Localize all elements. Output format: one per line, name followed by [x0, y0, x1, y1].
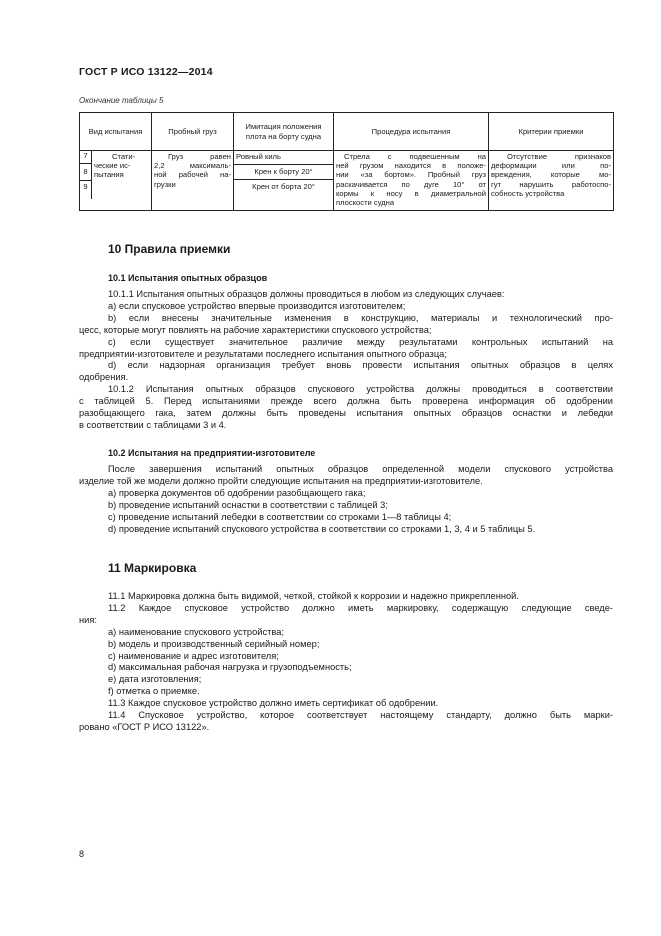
paragraph-line: d) если надзорная организация требует вновь провести испытания опытных образцов в целях — [108, 360, 613, 371]
paragraph-line: d) максимальная рабочая нагрузка и грузоподъемность; — [108, 662, 352, 673]
row-number: 8 — [80, 164, 91, 181]
paragraph-line: ровано «ГОСТ Р ИСО 13122». — [79, 721, 210, 732]
page-number: 8 — [79, 849, 85, 859]
paragraph-line: 11.2 Каждое спусковое устройство должно иметь маркировку, содержащую следующие сведе- — [108, 602, 613, 613]
paragraph-line: изделие той же модели должно пройти следующие испытания на предприятии-изготовителе. — [79, 475, 483, 486]
row-number: 9 — [83, 182, 88, 191]
column-header: Критерии приемки — [489, 113, 614, 151]
cell-line: гут нарушить работоспо- — [491, 179, 611, 189]
table-caption: Окончание таблицы 5 — [79, 96, 164, 105]
paragraph-line: f) отметка о приемке. — [108, 686, 200, 697]
table-row — [80, 151, 614, 165]
paragraph-line: a) проверка документов об одобрении разобщающего гака; — [108, 487, 366, 498]
cell-line: грузки — [154, 179, 176, 189]
position-cell: Крен от борта 20° — [234, 180, 334, 211]
cell-line: Отсутствие признаков — [507, 152, 611, 161]
procedure-cell — [334, 151, 489, 211]
test-type-cell — [80, 151, 152, 211]
criteria-cell — [489, 151, 614, 211]
position-cell: Ровный киль — [234, 151, 334, 165]
cell-line: деформации или по- — [491, 161, 611, 171]
cell-line: вреждения, которые мо- — [491, 170, 611, 180]
paragraph-line: 11.1 Маркировка должна быть видимой, четкой, стойкой к коррозии и надежно прикрепленной. — [108, 591, 519, 601]
paragraph-line: 11.3 Каждое спусковое устройство должно иметь сертификат об одобрении. — [108, 698, 439, 709]
paragraph-line: d) проведение испытаний спускового устройства в соответствии со строками 1, 3, 4 и 5 таблицы 5. — [108, 523, 536, 534]
section-10-2-text — [79, 464, 613, 535]
paragraph-line: в соответствии с таблицами 3 и 4. — [79, 419, 227, 430]
paragraph-line: b) модель и производственный серийный номер; — [108, 638, 320, 649]
paragraph-line: одобрения. — [79, 372, 129, 383]
section-10-1-title: 10.1 Испытания опытных образцов — [108, 273, 268, 283]
column-header: Процедура испытания — [334, 113, 489, 151]
column-header: Вид испытания — [80, 113, 152, 151]
paragraph-line: a) если спусковое устройство впервые производится изготовителем; — [108, 300, 406, 311]
paragraph-line: 10.1.2 Испытания опытных образцов спускового устройства должны проводиться в соответствии — [108, 384, 613, 395]
paragraph-line: b) проведение испытаний оснастки в соответствии с таблицей 3; — [108, 499, 388, 510]
paragraph-line: предприятии-изготовителе и результатами последнего испытания опытного образца; — [79, 348, 447, 359]
section-10-2-title: 10.2 Испытания на предприятии-изготовителе — [108, 448, 316, 458]
paragraph-line: c) проведение испытаний лебедки в соответствии со строками 1—8 таблицы 4; — [108, 511, 452, 522]
section-10-1-text — [79, 289, 613, 432]
section-11-title: 11 Маркировка — [108, 561, 197, 575]
column-header: Пробный груз — [152, 113, 234, 151]
row-number: 7 — [80, 151, 91, 164]
test-table — [79, 112, 614, 211]
cell-line: Стати- — [112, 152, 136, 161]
section-11-text — [79, 591, 613, 734]
table-header-row — [80, 113, 614, 151]
cell-line: Груз равен — [168, 152, 231, 161]
paragraph-line: c) наименование и адрес изготовителя; — [108, 650, 279, 661]
paragraph-line: c) если существует значительное различие между результатами контрольных испытаний на — [108, 336, 613, 347]
paragraph-line: с таблицей 5. Перед испытаниями прежде всего должна быть проверена информация об одобрении — [79, 396, 613, 407]
cell-line: кормы к носу в диаметральной — [336, 188, 486, 198]
section-10-title: 10 Правила приемки — [108, 242, 231, 256]
paragraph-line: разобщающего гака, затем должны быть проведены испытания опытных образцов оснастки и лебедки — [79, 408, 613, 419]
paragraph-line: После завершения испытаний опытных образцов определенной модели спускового устройства — [108, 464, 613, 474]
paragraph-line: ния: — [79, 614, 97, 625]
paragraph-line: 10.1.1 Испытания опытных образцов должны проводиться в любом из следующих случаев: — [108, 289, 505, 299]
cell-line: собность устройства — [491, 188, 565, 198]
paragraph-line: a) наименование спускового устройства; — [108, 626, 284, 637]
cell-line: ной рабочей на- — [154, 170, 231, 180]
paragraph-line: 11.4 Спусковое устройство, которое соответствует настоящему стандарту, должно быть марки- — [108, 710, 613, 721]
cell-line: Стрела с подвешенным на — [344, 152, 486, 161]
paragraph-line: b) если внесены значительные изменения в конструкцию, материалы и технологический про- — [108, 312, 613, 323]
document-header: ГОСТ Р ИСО 13122—2014 — [79, 66, 213, 78]
cell-line: 2,2 максималь- — [154, 161, 231, 171]
paragraph-line: e) дата изготовления; — [108, 674, 202, 685]
cell-line: пытания — [94, 170, 124, 180]
paragraph-line: цесс, которые могут повлиять на рабочие характеристики спускового устройства; — [79, 324, 432, 335]
column-header: Имитация положения плота на борту судна — [234, 113, 334, 151]
test-load-cell — [152, 151, 234, 211]
cell-line: нии «за бортом». Пробный груз — [336, 170, 486, 180]
cell-line: раскачивается по дуге 10° от — [336, 179, 486, 189]
cell-line: ческие ис- — [94, 161, 131, 171]
position-cell: Крен к борту 20° — [234, 165, 334, 180]
cell-line: ней грузом находится в положе- — [336, 161, 486, 171]
cell-line: плоскости судна — [336, 198, 395, 208]
